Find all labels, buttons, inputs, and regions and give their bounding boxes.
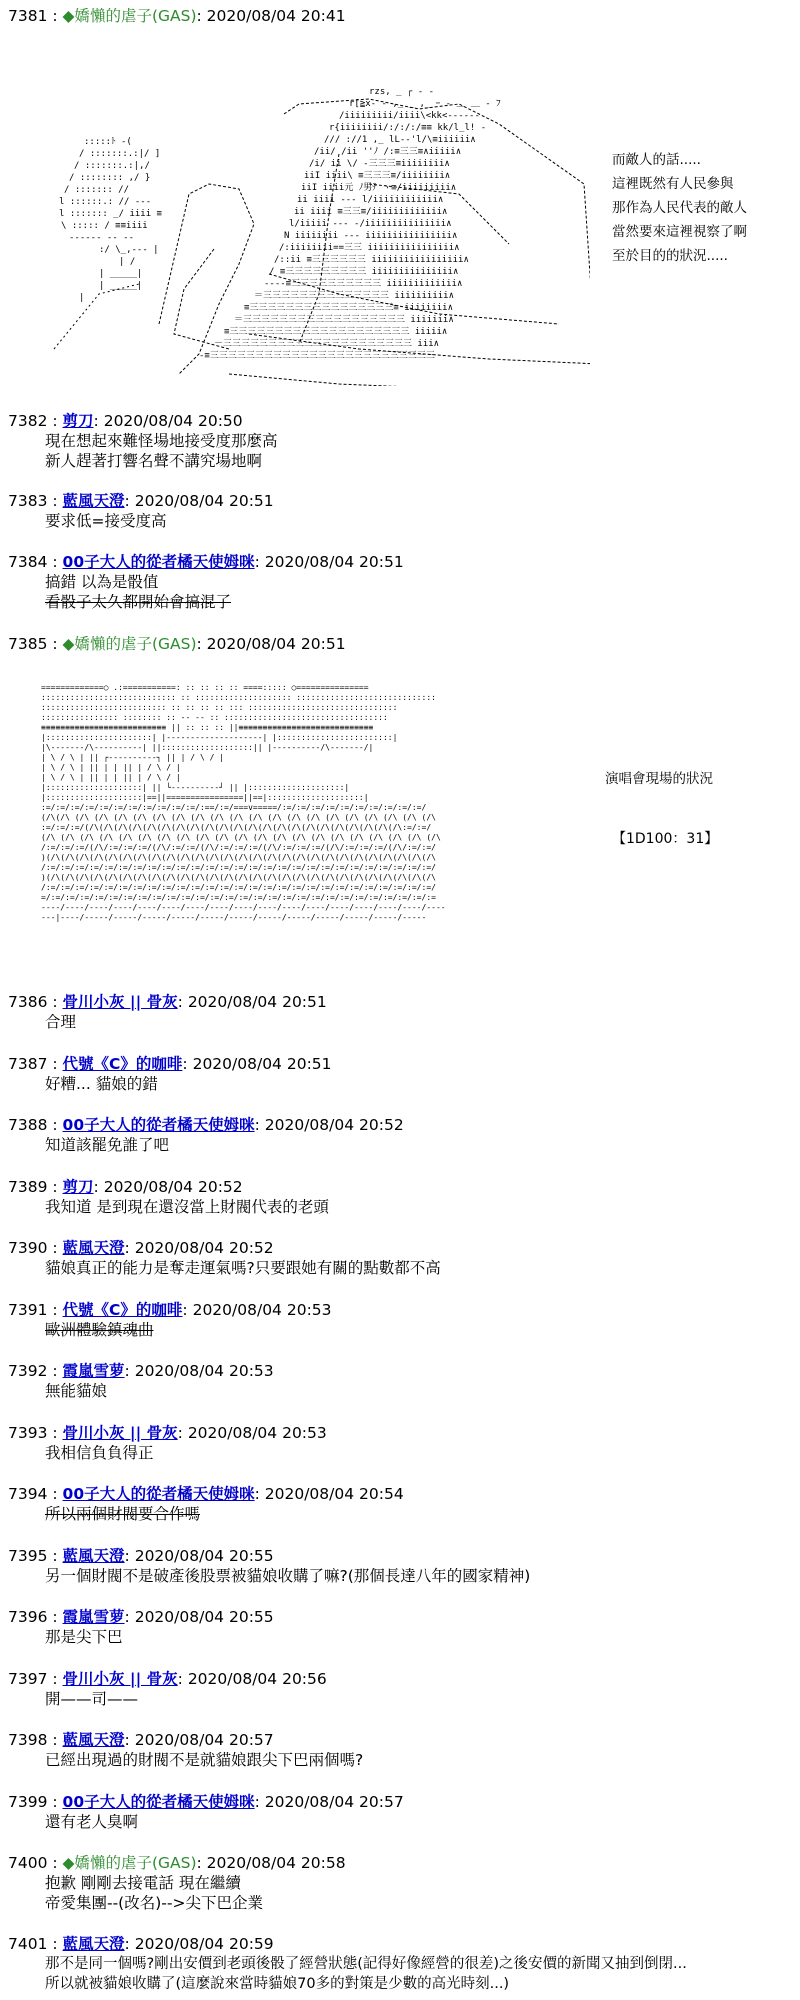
post-header: 7388 : 00子大人的從者橘天使姆咪: 2020/08/04 20:52 (8, 1116, 404, 1134)
post-body (45, 511, 792, 531)
post-number: 7392 (8, 1362, 48, 1380)
post-date: 2020/08/04 20:57 (264, 1793, 404, 1811)
post-7391 (8, 1300, 792, 1340)
post-date: 2020/08/04 20:41 (206, 7, 346, 25)
svg-text:r[≧x‐ ‐ ,_ _ ,_ ｰ ‐ ＿ ＿ ‐ ﾌ: r[≧x‐ ‐ ,_ _ ,_ ｰ ‐ ＿ ＿ ‐ ﾌ (348, 99, 501, 109)
post-body (45, 1381, 792, 1401)
post-number: 7388 (8, 1116, 48, 1134)
svg-text:/:=/:=/:=/(/\/:=/:=/:=/(/\/:=/: /:=/:=/:=/(/\/:=/:=/:=/(/\/:=/:=/(/\/:=/:=/:=/(/\/:=/:=/:=/(/\/:=/:=/:=/(/\/:=/:=/ (40, 843, 436, 852)
post-7381 (8, 6, 792, 26)
post-number: 7401 (8, 1935, 48, 1953)
narration-line: 演唱會現場的狀況 (605, 771, 713, 787)
poster-name-link[interactable]: 藍風天澄 (62, 492, 125, 510)
svg-text:|::::::::::::::::::::::| |‐‐‐: |::::::::::::::::::::::| |‐‐‐‐‐‐‐‐‐‐‐‐‐‐‐‐‐‐‐‐| |::::::::::::::::::::::::| (40, 733, 398, 742)
post-number: 7381 (8, 7, 48, 25)
post-7382 (8, 411, 792, 471)
post-number: 7390 (8, 1239, 48, 1257)
post-header: 7395 : 藍風天澄: 2020/08/04 20:55 (8, 1547, 274, 1565)
post-date: 2020/08/04 20:52 (264, 1116, 404, 1134)
svg-text::=/:=/:=/(/\(/\(/\(/\(/\(/\(/\: :=/:=/:=/(/\(/\(/\(/\(/\(/\(/\(/\(/\(/\(/\(/\(/\(/\(/\(/\(/\(/\(/\(/\(/\(/\:=/:=/ (40, 823, 431, 832)
poster-name-link[interactable]: 00子大人的從者橘天使姆咪 (62, 1793, 255, 1811)
post-header: 7401 : 藍風天澄: 2020/08/04 20:59 (8, 1935, 274, 1953)
post-7393 (8, 1423, 792, 1463)
poster-name-link[interactable]: 00子大人的從者橘天使姆咪 (62, 1485, 255, 1503)
svg-text:|: | (78, 293, 85, 303)
post-7398 (8, 1730, 792, 1770)
post-line: 搞錯 以為是骰值 (45, 573, 159, 591)
post-7389 (8, 1177, 792, 1217)
poster-name-link[interactable]: 00子大人的從者橘天使姆咪 (62, 553, 255, 571)
poster-name-link[interactable]: 剪刀 (62, 412, 94, 430)
svg-text:≡三三三三三三三三三三三三三三三三三三三三 iiiii∧: ≡三三三三三三三三三三三三三三三三三三三三 iiiii∧ (223, 327, 448, 337)
post-line: 我相信負負得正 (45, 1444, 154, 1462)
svg-text:/ :::::::: ,/ }: / :::::::: ,/ } (68, 173, 150, 183)
svg-text:－三三三三三三三三三三三三三三三三三三三三三 iii∧: －三三三三三三三三三三三三三三三三三三三三三 iii∧ (213, 339, 439, 349)
svg-text:ii iiii ‐‐‐ l/iiiiiiiiiiii∧: ii iiii ‐‐‐ l/iiiiiiiiiiii∧ (296, 195, 443, 205)
post-body (45, 1258, 792, 1278)
post-line: 我知道 是到現在還沒當上財閥代表的老頭 (45, 1198, 329, 1216)
post-header: 7391 : 代號《C》的咖啡: 2020/08/04 20:53 (8, 1301, 332, 1319)
poster-name-link[interactable]: 00子大人的從者橘天使姆咪 (62, 1116, 255, 1134)
post-line: 抱歉 剛剛去接電話 現在繼續 (45, 1874, 241, 1892)
post-date: 2020/08/04 20:53 (192, 1301, 332, 1319)
narration-line: 那作為人民代表的敵人 (612, 200, 747, 216)
svg-text:‐‐‐‐/‐‐‐‐/‐‐‐‐/‐‐‐‐/‐‐‐‐/‐‐‐‐/: ‐‐‐‐/‐‐‐‐/‐‐‐‐/‐‐‐‐/‐‐‐‐/‐‐‐‐/‐‐‐‐/‐‐‐‐/‐‐‐‐/‐‐‐‐/‐‐‐‐/‐‐‐‐/‐‐‐‐/‐‐‐‐/‐‐‐‐/‐‐‐‐/‐‐‐‐ (40, 903, 446, 912)
svg-text:/ :::::::.:|,/: / :::::::.:|,/ (73, 161, 150, 171)
post-line: 貓娘真正的能力是奪走運氣嗎?只要跟她有關的點數都不高 (45, 1259, 441, 1277)
post-header: 7383 : 藍風天澄: 2020/08/04 20:51 (8, 492, 274, 510)
post-body (45, 1074, 792, 1094)
svg-text::::::::::::::::::::::::::::: :: :::::::::::::::::::::::::::: :: :::::::::::::::::::: ::::::::::::::::::::::::::::: (40, 693, 436, 702)
post-7401 (8, 1934, 792, 1994)
svg-text:/:=/:=/:=/:=/:=/:=/:=/:=/:=/:=: /:=/:=/:=/:=/:=/:=/:=/:=/:=/:=/:=/:=/:=/:=/:=/:=/:=/:=/:=/:=/:=/:=/:=/:=/:=/:=/:=/ (40, 883, 436, 892)
svg-text:≡三三三三三三三三三三三三三三三三≡ iiiiiiii∧: ≡三三三三三三三三三三三三三三三三≡ iiiiiiii∧ (243, 303, 453, 313)
post-body (45, 1012, 792, 1032)
post-number: 7382 (8, 412, 48, 430)
dice-result: 【1D100：31】 (612, 831, 719, 847)
post-line: 新人趕著打響名聲不講究場地啊 (45, 452, 263, 470)
post-header: 7397 : 骨川小灰 || 骨灰: 2020/08/04 20:56 (8, 1670, 327, 1688)
post-7388 (8, 1115, 792, 1155)
poster-name-link[interactable]: 藍風天澄 (62, 1731, 125, 1749)
poster-name: ◆嬌懶的虐子(GAS) (62, 635, 197, 653)
post-date: 2020/08/04 20:56 (187, 1670, 327, 1688)
svg-text:iiI iiii元 ﾉ男ﾃ ヽ≡/iiiiiiiii∧: iiI iiii元 ﾉ男ﾃ ヽ≡/iiiiiiiii∧ (300, 183, 456, 193)
post-header: 7396 : 霞嵐雪萝: 2020/08/04 20:55 (8, 1608, 274, 1626)
svg-text:/iiiiiiiii/iiii\<kk<‐‐‐‐‐‐: /iiiiiiiii/iiii\<kk<‐‐‐‐‐‐ (338, 111, 480, 121)
svg-text:| _____|: | _____| (98, 281, 143, 291)
post-line: 要求低=接受度高 (45, 512, 167, 530)
post-line: 知道該罷免誰了吧 (45, 1136, 170, 1154)
post-date: 2020/08/04 20:51 (187, 993, 327, 1011)
post-date: 2020/08/04 20:55 (134, 1547, 274, 1565)
ascii-art-scene-2 (22, 664, 562, 929)
post-body (45, 431, 792, 471)
post-header: 7399 : 00子大人的從者橘天使姆咪: 2020/08/04 20:57 (8, 1793, 404, 1811)
post-body (45, 1443, 792, 1463)
post-line: 那是尖下巴 (45, 1628, 123, 1646)
svg-text:| \ / \ | || |: | \ / \ | || | | || | / \ / | (40, 763, 181, 772)
post-date: 2020/08/04 20:57 (134, 1731, 274, 1749)
svg-text:=/:=/:=/:=/:=/:=/:=/:=/:=/:=/:: =/:=/:=/:=/:=/:=/:=/:=/:=/:=/:=/:=/:=/:=/:=/:=/:=/:=/:=/:=/:=/:=/:=/:=/:=/:=/:=/:= (40, 893, 436, 902)
svg-text:‐≡三三三三三三三三三三三三三三三三三三三三三三三三三: ‐≡三三三三三三三三三三三三三三三三三三三三三三三三三 (198, 351, 435, 361)
svg-text:＝三三三三三三三三三三三三三三三三三三 iiiiiii∧: ＝三三三三三三三三三三三三三三三三三三 iiiiiii∧ (233, 315, 454, 325)
post-7396 (8, 1607, 792, 1647)
svg-text:‐‐‐|‐‐‐‐/‐‐‐‐‐/‐‐‐‐‐/‐‐‐‐‐/‐‐‐: ‐‐‐|‐‐‐‐/‐‐‐‐‐/‐‐‐‐‐/‐‐‐‐‐/‐‐‐‐‐/‐‐‐‐‐/‐‐‐‐‐/‐‐‐‐‐/‐‐‐‐‐/‐‐‐‐‐/‐‐‐‐‐/‐‐‐‐‐/‐‐‐‐‐ (40, 913, 426, 922)
post-number: 7384 (8, 553, 48, 571)
svg-text::=/:=/:=/:=/:=/:=/:=/:=/:=/:=/: :=/:=/:=/:=/:=/:=/:=/:=/:=/:=/:=/:==/:=/===v=====/:=/:=/:=/:=/:=/:=/:=/:=/:=/:=/ (40, 803, 426, 812)
svg-text:≡≡≡≡≡≡≡≡≡≡≡≡≡≡≡≡≡≡≡≡≡≡≡≡≡≡ ||: ≡≡≡≡≡≡≡≡≡≡≡≡≡≡≡≡≡≡≡≡≡≡≡≡≡≡ || :: :: :: ||≡≡≡≡≡≡≡≡≡≡≡≡≡≡≡≡≡≡≡≡≡≡≡≡≡≡≡≡ (40, 723, 374, 732)
svg-text:N iiiiiiii ‐‐‐ iiiiiiiiiiiiiii: N iiiiiiii ‐‐‐ iiiiiiiiiiiiiiii∧ (283, 231, 458, 241)
svg-text:|\‐‐‐‐‐‐‐/\‐‐‐‐‐‐‐‐‐‐| ||::::: |\‐‐‐‐‐‐‐/\‐‐‐‐‐‐‐‐‐‐| ||:::::::::::::::::::|| |‐‐‐‐‐‐‐‐‐‐/\‐‐‐‐‐‐‐/| (40, 743, 374, 752)
poster-name-link[interactable]: 霞嵐雪萝 (62, 1608, 125, 1626)
svg-text:l/iiiii ‐‐‐ ‐/iiiiiiiiiiiiiii: l/iiiii ‐‐‐ ‐/iiiiiiiiiiiiiii∧ (288, 219, 452, 229)
post-body (45, 1627, 792, 1647)
post-body (45, 1812, 792, 1832)
ascii-art-scene-1 (20, 56, 590, 386)
post-7387 (8, 1054, 792, 1094)
post-number: 7399 (8, 1793, 48, 1811)
post-header: 7392 : 霞嵐雪萝: 2020/08/04 20:53 (8, 1362, 274, 1380)
svg-text:iiI iiii\ ≡三三三≡/iiiiiiii∧: iiI iiii\ ≡三三三≡/iiiiiiii∧ (303, 171, 450, 181)
poster-name-link[interactable]: 霞嵐雪萝 (62, 1362, 125, 1380)
post-header: 7384 : 00子大人的從者橘天使姆咪: 2020/08/04 20:51 (8, 553, 404, 571)
post-body (45, 1504, 792, 1524)
post-body (45, 1689, 792, 1709)
narration-line: 至於目的的狀況..... (612, 248, 728, 264)
narration-line: 當然要來這裡視察了啊 (612, 224, 747, 240)
post-header: 7382 : 剪刀: 2020/08/04 20:50 (8, 412, 243, 430)
svg-text:| \ / \ | || ┌‐: | \ / \ | || ┌‐‐‐‐‐‐‐‐‐‐┐ || | / \ / | (40, 753, 224, 762)
post-header: 7387 : 代號《C》的咖啡: 2020/08/04 20:51 (8, 1055, 332, 1073)
svg-text:=============○ .:===========:: =============○ .:===========: :: :: :: :: ====::::: ○=============== (40, 683, 369, 692)
post-date: 2020/08/04 20:52 (134, 1239, 274, 1257)
svg-text::::::::::::::::: :::::::: ::: :::::::::::::::: :::::::: :: ‐‐ ‐‐ :: :::::::::::::::::::::::::::::::::: (40, 713, 388, 722)
post-number: 7393 (8, 1424, 48, 1442)
aa2-side-narration (605, 767, 713, 791)
post-body (45, 572, 792, 612)
post-7397 (8, 1669, 792, 1709)
post-line: 還有老人臭啊 (45, 1813, 139, 1831)
post-number: 7383 (8, 492, 48, 510)
poster-name: ◆嬌懶的虐子(GAS) (62, 1854, 197, 1872)
post-line: 看骰子太久都開始會搞混了 (45, 593, 232, 611)
post-line: 所以兩個財閥要合作嗎 (45, 1505, 201, 1523)
svg-text:/// ://1 ,_ lL‐‐'l/\≡iiiiii∧: /// ://1 ,_ lL‐‐'l/\≡iiiiii∧ (323, 135, 476, 145)
post-date: 2020/08/04 20:58 (206, 1854, 346, 1872)
svg-text:| \ / \ | || |: | \ / \ | || | | || | / \ / | (40, 773, 181, 782)
post-number: 7395 (8, 1547, 48, 1565)
post-7395 (8, 1546, 792, 1586)
svg-text:|::::::::::::::::::::| || └‐: |::::::::::::::::::::| || └‐‐‐‐‐‐‐‐‐‐┘ || |::::::::::::::::::::| (40, 783, 349, 792)
svg-text:/ ::::::: //: / ::::::: // (63, 185, 129, 195)
post-7386 (8, 992, 792, 1032)
post-header: 7398 : 藍風天澄: 2020/08/04 20:57 (8, 1731, 274, 1749)
svg-text::::::::::::::::::::::::::: ::: :::::::::::::::::::::::::: :: :: :: :: ::: ::::::::::::::::::::::::::::::: (40, 703, 398, 712)
post-body (45, 1566, 792, 1586)
svg-text:| _____|: | _____| (98, 269, 143, 279)
poster-name-link[interactable]: 骨川小灰 || 骨灰 (62, 1670, 178, 1688)
post-date: 2020/08/04 20:54 (264, 1485, 404, 1503)
post-number: 7385 (8, 635, 48, 653)
post-number: 7400 (8, 1854, 48, 1872)
post-number: 7391 (8, 1301, 48, 1319)
post-body (45, 1954, 792, 1994)
post-date: 2020/08/04 20:53 (187, 1424, 327, 1442)
svg-text:/:=/:=/:=/:=/:=/:=/:=/:=/:=/:=: /:=/:=/:=/:=/:=/:=/:=/:=/:=/:=/:=/:=/:=/:=/:=/:=/:=/:=/:=/:=/:=/:=/:=/:=/:=/:=/:=/ (40, 863, 436, 872)
post-body (45, 1320, 792, 1340)
svg-text:l ::::::.: // ‐‐‐: l ::::::.: // ‐‐‐ (58, 197, 151, 207)
post-line: 好糟... 貓娘的錯 (45, 1075, 158, 1093)
svg-text:l ::::::: _/ iiii ≡: l ::::::: _/ iiii ≡ (58, 209, 162, 219)
svg-text:ii iiii ≡三三≡/iiiiiiiiiiiii∧: ii iiii ≡三三≡/iiiiiiiiiiiii∧ (293, 207, 448, 217)
post-7390 (8, 1238, 792, 1278)
post-7383 (8, 491, 792, 531)
svg-text:‐‐‐‐≡三三三三三三三三三三 iiiiiiiiiiiii∧: ‐‐‐‐≡三三三三三三三三三三 iiiiiiiiiiiii∧ (263, 279, 463, 289)
ascii-art-drawing (39, 74, 590, 386)
poster-name: ◆嬌懶的虐子(GAS) (62, 7, 197, 25)
svg-text:)(/\(/\(/\(/\(/\(/\(/\(/\(/\(/: )(/\(/\(/\(/\(/\(/\(/\(/\(/\(/\(/\(/\(/\(/\(/\(/\(/\(/\(/\(/\(/\(/\(/\(/\(/\(/\(/\ (40, 853, 436, 862)
post-line: 另一個財閥不是破產後股票被貓娘收購了嘛?(那個長達八年的國家精神) (45, 1567, 531, 1585)
post-line: 開——司—— (45, 1690, 139, 1708)
svg-text:/ ≡三三三三三三三三三 iiiiiiiiiiiiiii∧: / ≡三三三三三三三三三 iiiiiiiiiiiiiii∧ (268, 267, 459, 277)
svg-text:/ :::::::.:|/ ]: / :::::::.:|/ ] (78, 149, 160, 159)
post-header: 7400 : ◆嬌懶的虐子(GAS): 2020/08/04 20:58 (8, 1854, 346, 1872)
post-7392 (8, 1361, 792, 1401)
post-header: 7381 : ◆嬌懶的虐子(GAS): 2020/08/04 20:41 (8, 7, 346, 25)
svg-text:/::ii ≡三三三三三三 iiiiiiiiiiiiiiii: /::ii ≡三三三三三三 iiiiiiiiiiiiiiiii∧ (273, 255, 469, 265)
post-date: 2020/08/04 20:53 (134, 1362, 274, 1380)
narration-line: 這裡既然有人民參與 (612, 176, 734, 192)
svg-text:(/\ (/\ (/\ (/\ (/\ (/\ (/\ (/: (/\ (/\ (/\ (/\ (/\ (/\ (/\ (/\ (/\ (/\ (/\ (/\ (/\ (/\ (/\ (/\ (/\ (/\ (/\ (/\ (/\ (40, 833, 441, 842)
post-line: 現在想起來難怪場地接受度那麼高 (45, 432, 278, 450)
post-number: 7387 (8, 1055, 48, 1073)
svg-text:/i/ ii \/ ‐三三三≡iiiiiiii∧: /i/ ii \/ ‐三三三≡iiiiiiii∧ (308, 159, 450, 169)
post-7394 (8, 1484, 792, 1524)
post-header: 7386 : 骨川小灰 || 骨灰: 2020/08/04 20:51 (8, 993, 327, 1011)
post-header: 7389 : 剪刀: 2020/08/04 20:52 (8, 1178, 243, 1196)
post-body (45, 1873, 792, 1913)
svg-text::::::ﾄ ‐(: :::::ﾄ ‐( (83, 137, 132, 147)
post-body (45, 1197, 792, 1217)
post-line: 帝愛集團--(改名)-->尖下巴企業 (45, 1894, 263, 1912)
poster-name-link[interactable]: 藍風天澄 (62, 1547, 125, 1565)
post-body (45, 1135, 792, 1155)
poster-name-link[interactable]: 骨川小灰 || 骨灰 (62, 1424, 178, 1442)
narration-line: 而敵人的話..... (612, 152, 701, 168)
svg-text:＝三三三三三三三三三三三三三三 iiiiiiiiii∧: ＝三三三三三三三三三三三三三三 iiiiiiiiii∧ (253, 291, 454, 301)
post-line: 歐洲體驗鎮魂曲 (45, 1321, 154, 1339)
svg-text:r{iiiiiiii/:/:/:/≡≡ kk/l_l! ‐: r{iiiiiiii/:/:/:/≡≡ kk/l_l! ‐ (328, 123, 486, 133)
svg-text:\ ::::: / ≡≡iiii: \ ::::: / ≡≡iiii (60, 221, 148, 231)
post-date: 2020/08/04 20:59 (134, 1935, 274, 1953)
post-number: 7396 (8, 1608, 48, 1626)
svg-text:|::::::::::::::::::::|==||====: |::::::::::::::::::::|==||================||==|::::::::::::::::::::| (40, 793, 369, 802)
post-7400 (8, 1853, 792, 1913)
post-number: 7389 (8, 1178, 48, 1196)
svg-text:‐‐‐‐‐‐ ‐‐ ‐‐: ‐‐‐‐‐‐ ‐‐ ‐‐ (68, 233, 134, 243)
post-date: 2020/08/04 20:55 (134, 1608, 274, 1626)
post-7384 (8, 552, 792, 612)
post-7385 (8, 634, 792, 654)
svg-text:| /: | / (118, 257, 135, 267)
svg-text:/:iiiiiiii==三三 iiiiiiiiiiiiiii: /:iiiiiiii==三三 iiiiiiiiiiiiiiii∧ (278, 243, 460, 253)
poster-name-link[interactable]: 剪刀 (62, 1178, 94, 1196)
poster-name-link[interactable]: 代號《C》的咖啡 (62, 1301, 183, 1319)
post-number: 7397 (8, 1670, 48, 1688)
post-line: 那不是同一個嗎?剛出安價到老頭後骰了經營狀態(記得好像經營的很差)之後安價的新聞又抽到倒閉... (45, 1956, 687, 1972)
poster-name-link[interactable]: 代號《C》的咖啡 (62, 1055, 183, 1073)
poster-name-link[interactable]: 藍風天澄 (62, 1935, 125, 1953)
ascii-art-drawing (41, 682, 562, 929)
post-header: 7390 : 藍風天澄: 2020/08/04 20:52 (8, 1239, 274, 1257)
svg-text:rzs, _ ┌ ‐ ‐: rzs, _ ┌ ‐ ‐ (368, 87, 434, 97)
svg-text:)(/\(/\(/\(/\(/\(/\(/\(/\(/\(/: )(/\(/\(/\(/\(/\(/\(/\(/\(/\(/\(/\(/\(/\(/\(/\(/\(/\(/\(/\(/\(/\(/\(/\(/\(/\(/\(/\ (40, 873, 436, 882)
post-date: 2020/08/04 20:51 (206, 635, 346, 653)
post-header: 7385 : ◆嬌懶的虐子(GAS): 2020/08/04 20:51 (8, 635, 346, 653)
post-number: 7386 (8, 993, 48, 1011)
svg-text:(/\(/\ (/\ (/\ (/\ (/\ (/\ (/\: (/\(/\ (/\ (/\ (/\ (/\ (/\ (/\ (/\ (/\ (/\ (/\ (/\ (/\ (/\ (/\ (/\ (/\ (/\ (/\ (/\ (40, 813, 436, 822)
post-date: 2020/08/04 20:50 (103, 412, 243, 430)
poster-name-link[interactable]: 骨川小灰 || 骨灰 (62, 993, 178, 1011)
post-7399 (8, 1792, 792, 1832)
post-line: 無能貓娘 (45, 1382, 108, 1400)
post-header: 7394 : 00子大人的從者橘天使姆咪: 2020/08/04 20:54 (8, 1485, 404, 1503)
post-date: 2020/08/04 20:51 (134, 492, 274, 510)
post-number: 7394 (8, 1485, 48, 1503)
post-line: 合理 (45, 1013, 77, 1031)
aa1-side-narration (612, 148, 747, 268)
poster-name-link[interactable]: 藍風天澄 (62, 1239, 125, 1257)
post-date: 2020/08/04 20:51 (192, 1055, 332, 1073)
post-date: 2020/08/04 20:52 (103, 1178, 243, 1196)
svg-text:/ii/ /ii ''ﾉ /:≡三三≡∧iiiii∧: /ii/ /ii ''ﾉ /:≡三三≡∧iiiii∧ (313, 147, 461, 157)
post-number: 7398 (8, 1731, 48, 1749)
post-date: 2020/08/04 20:51 (264, 553, 404, 571)
post-body (45, 1750, 792, 1770)
post-header: 7393 : 骨川小灰 || 骨灰: 2020/08/04 20:53 (8, 1424, 327, 1442)
post-line: 所以就被貓娘收購了(這麼說來當時貓娘70多的對策是少數的高光時刻...) (45, 1976, 510, 1992)
post-line: 已經出現過的財閥不是就貓娘跟尖下巴兩個嗎? (45, 1751, 364, 1769)
svg-text::/ \_,‐‐‐ |: :/ \_,‐‐‐ | (98, 245, 159, 255)
